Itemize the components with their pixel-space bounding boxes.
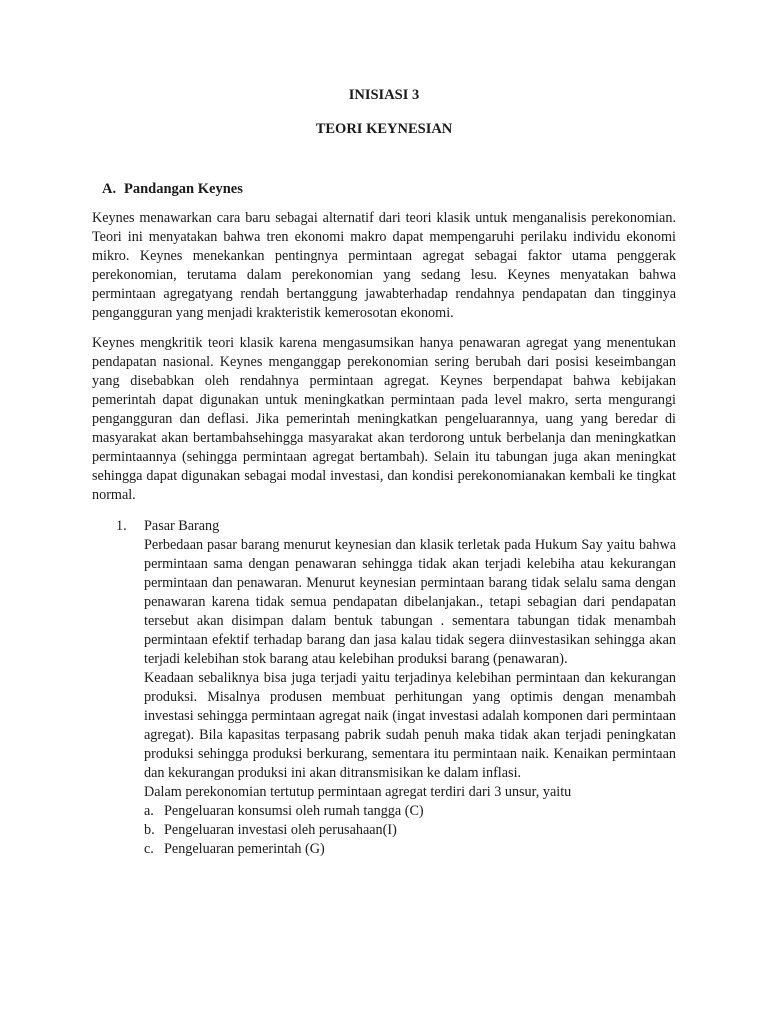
section-heading — [92, 180, 676, 198]
lettered-item-marker: a. — [144, 803, 154, 819]
lettered-list — [144, 802, 676, 859]
section-title: Pandangan Keynes — [124, 181, 243, 197]
paragraph: Keynes mengkritik teori klasik karena mengasumsikan hanya penawaran agregat yang menentukan pendapatan nasional. Keynes menganggap perekonomian sering berubah dari posisi keseimbangan yang disebabkan oleh rendahnya permintaan agregat. Keynes berpendapat bahwa kebijakan pemerintah dapat digunakan untuk meningkatkan permintaan pada level makro, serta mengurangi pengangguran dan deflasi. Jika pemerintah meningkatkan pengeluarannya, uang yang beredar di masyarakat akan bertambahsehingga masyarakat akan terdorong untuk berbelanja dan meningkatkan permintaannya (sehingga permintaan agregat bertambah). Selain itu tabungan juga akan meningkat sehingga dapat digunakan sebagai modal investasi, dan kondisi perekonomianakan kembali ke tingkat normal. — [92, 335, 676, 503]
paragraph: Keynes menawarkan cara baru sebagai alternatif dari teori klasik untuk menganalisis perekonomian. Teori ini menyatakan bahwa tren ekonomi makro dapat mempengaruhi perilaku individu ekonomi mikro. Keynes menekankan pentingnya permintaan agregat sebagai faktor utama penggerak perekonomian, terutama dalam perekonomian yang sedang lesu. Keynes menyatakan bahwa permintaan agregatyang rendah bertanggung jawabterhadap rendahnya pendapatan dan tingginya pengangguran yang menjadi krakteristik kemerosotan ekonomi. — [92, 210, 676, 321]
list-paragraph: Dalam perekonomian tertutup permintaan agregat terdiri dari 3 unsur, yaitu — [144, 784, 572, 800]
lettered-item — [144, 840, 676, 859]
numbered-list — [92, 517, 676, 859]
lettered-item-text: Pengeluaran konsumsi oleh rumah tangga (C) — [164, 803, 424, 819]
lettered-item-text: Pengeluaran investasi oleh perusahaan(I) — [164, 822, 397, 838]
list-item — [92, 517, 676, 859]
lettered-item-marker: b. — [144, 822, 155, 838]
document-subtitle: TEORI KEYNESIAN — [315, 121, 453, 137]
lettered-item — [144, 802, 676, 821]
lettered-item-text: Pengeluaran pemerintah (G) — [164, 841, 325, 857]
list-paragraph: Perbedaan pasar barang menurut keynesian dan klasik terletak pada Hukum Say yaitu bahwa permintaan sama dengan penawaran sehingga tidak akan terjadi kelebiha atau kekurangan permintaan dan penawaran. Menurut keynesian permintaan barang tidak selalu sama dengan penawaran karena tidak semua pendapatan dibelanjakan., tetapi sebagian dari pendapatan tersebut akan disimpan dalam bentuk tabungan . sementara tabungan tidak menambah permintaan efektif terhadap barang dan jasa kalau tidak segera diinvestasikan sehingga akan terjadi kelebihan stok barang atau kelebihan produksi barang (penawaran). — [144, 537, 676, 667]
list-number: 1. — [116, 518, 127, 534]
lettered-item-marker: c. — [144, 841, 154, 857]
list-item-title: Pasar Barang — [144, 518, 220, 534]
list-paragraph: Keadaan sebaliknya bisa juga terjadi yaitu terjadinya kelebihan permintaan dan kekurangan produksi. Misalnya produsen membuat perhitungan yang optimis dengan menambah investasi sehingga permintaan agregat naik (ingat investasi adalah komponen dari permintaan agregat). Bila kapasitas terpasang pabrik sudah penuh maka tidak akan terjadi peningkatan produksi sehingga produksi berkurang, sementara itu permintaan naik. Kenaikan permintaan dan kekurangan produksi ini akan ditransmisikan ke dalam inflasi. — [144, 670, 676, 781]
document-title: INISIASI 3 — [348, 87, 420, 103]
lettered-item — [144, 821, 676, 840]
section-letter: A. — [102, 181, 117, 197]
